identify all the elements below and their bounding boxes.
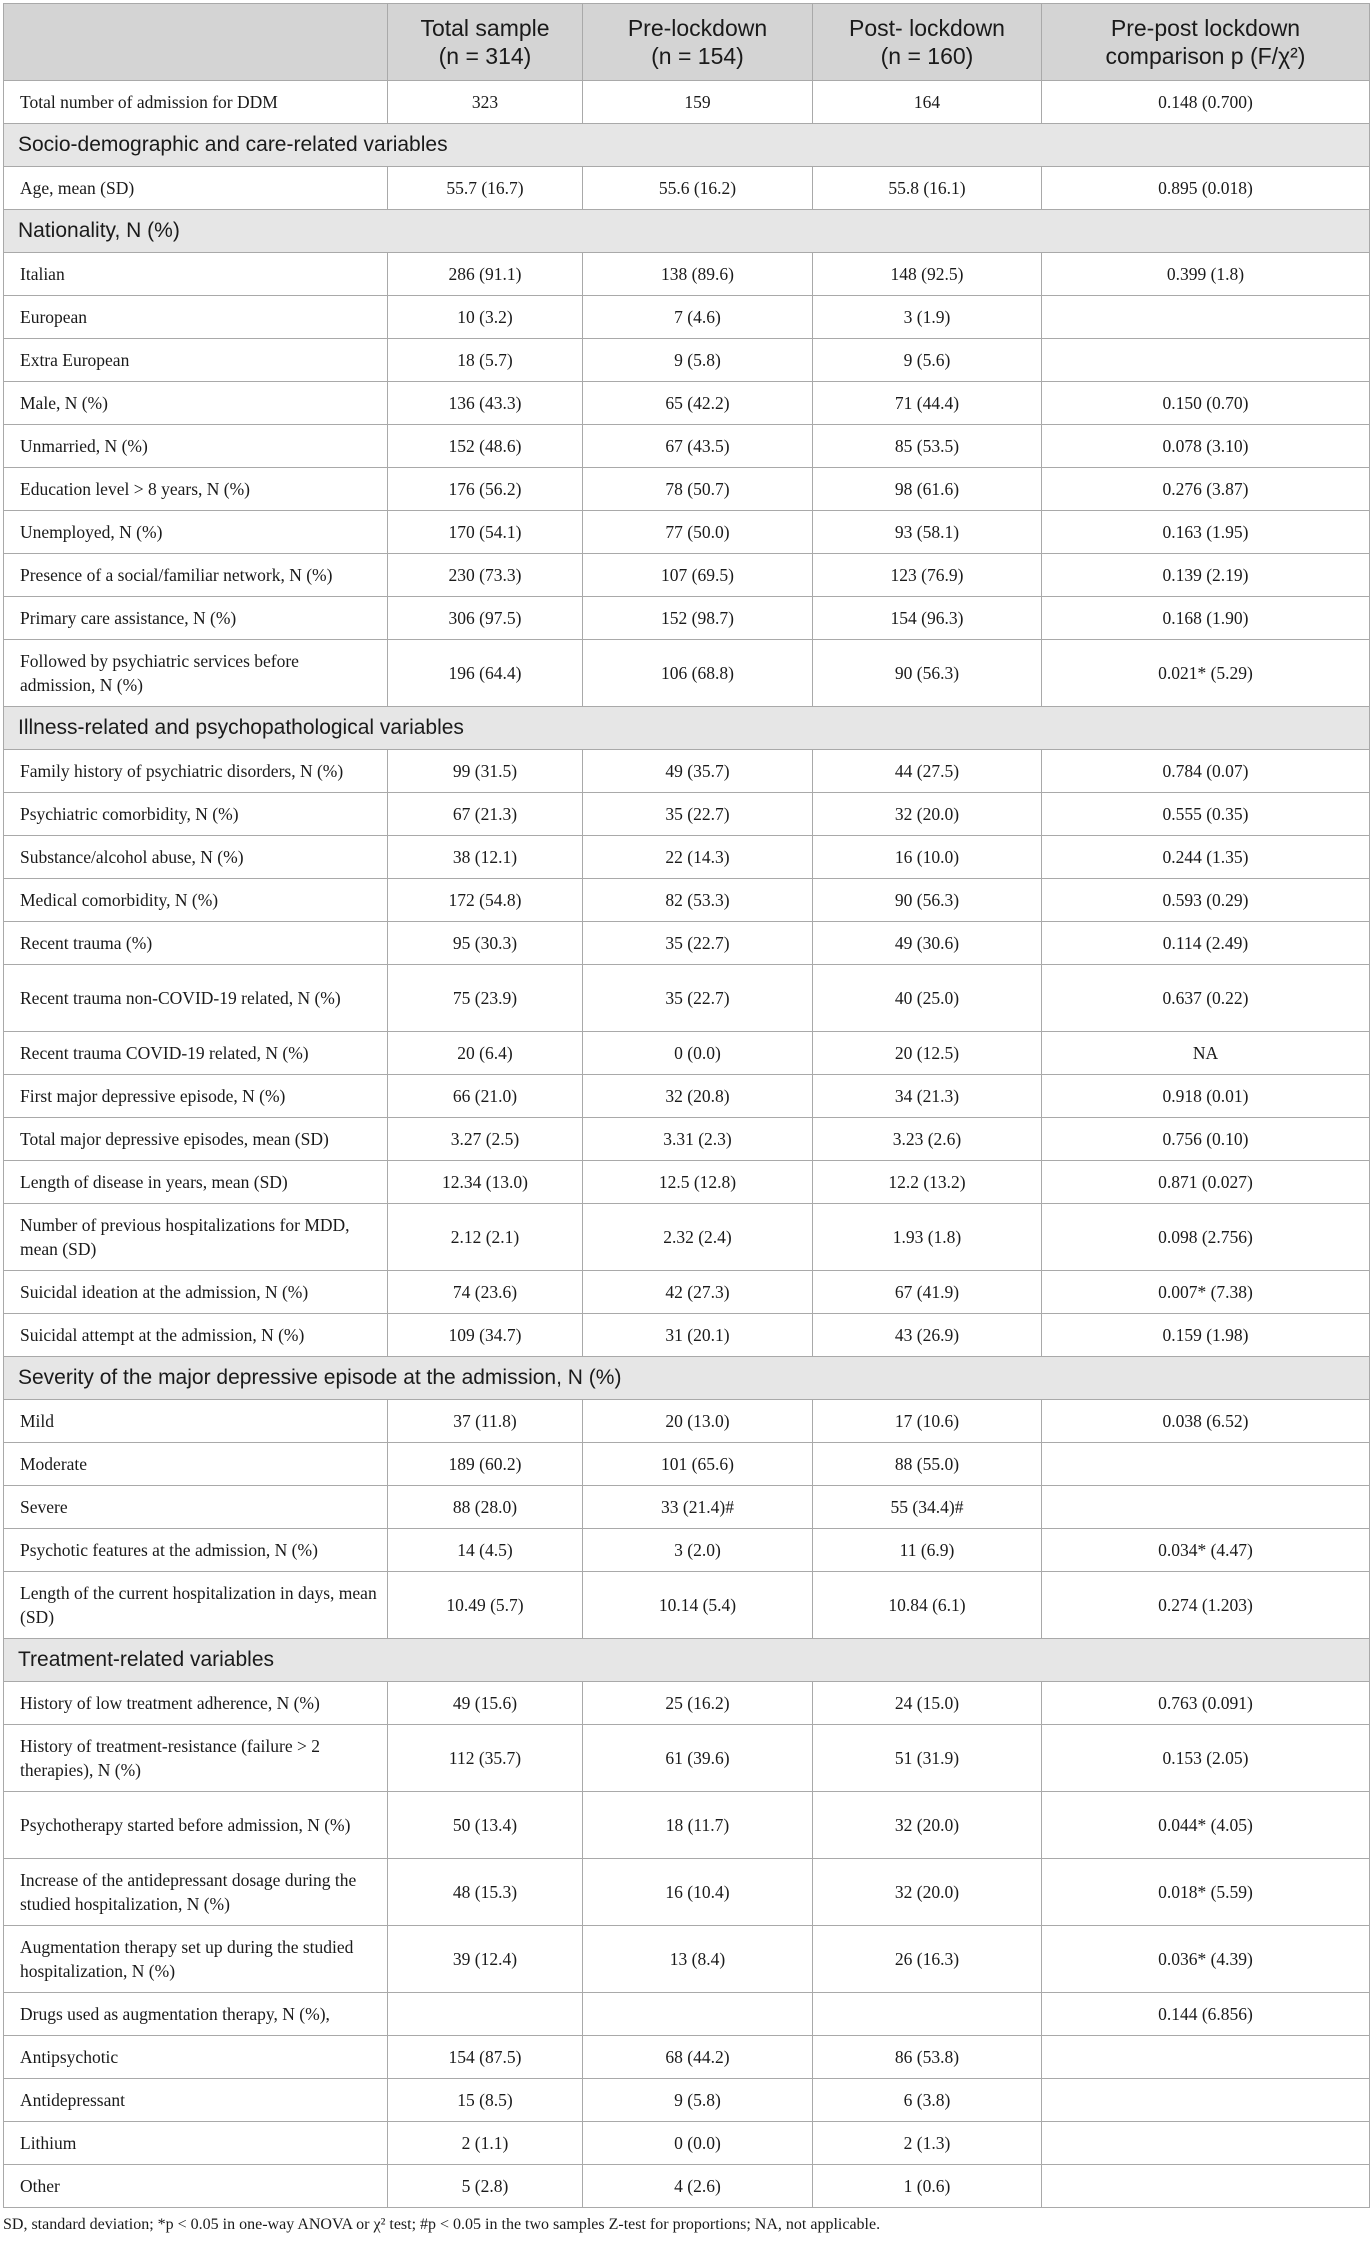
- total-cell: 74 (23.6): [388, 1271, 583, 1314]
- pre-lockdown-cell: 138 (89.6): [583, 253, 813, 296]
- header-comparison: [1042, 4, 1370, 81]
- comparison-cell: [1042, 1486, 1370, 1529]
- pre-lockdown-cell: 78 (50.7): [583, 468, 813, 511]
- header-comparison-title: Pre-post lockdown: [1110, 15, 1301, 41]
- total-cell: 55.7 (16.7): [388, 167, 583, 210]
- pre-lockdown-cell: 2.32 (2.4): [583, 1204, 813, 1271]
- comparison-cell: 0.637 (0.22): [1042, 965, 1370, 1032]
- post-lockdown-cell: 55.8 (16.1): [813, 167, 1042, 210]
- comparison-cell: 0.078 (3.10): [1042, 425, 1370, 468]
- row-label: Psychiatric comorbidity, N (%): [4, 793, 388, 836]
- pre-lockdown-cell: 7 (4.6): [583, 296, 813, 339]
- table-row: [4, 1271, 1370, 1314]
- pre-lockdown-cell: 0 (0.0): [583, 1032, 813, 1075]
- total-cell: 18 (5.7): [388, 339, 583, 382]
- total-cell: 50 (13.4): [388, 1792, 583, 1859]
- comparison-cell: NA: [1042, 1032, 1370, 1075]
- post-lockdown-cell: 85 (53.5): [813, 425, 1042, 468]
- pre-lockdown-cell: 61 (39.6): [583, 1725, 813, 1792]
- total-cell: 136 (43.3): [388, 382, 583, 425]
- table-row: [4, 339, 1370, 382]
- comparison-cell: 0.038 (6.52): [1042, 1400, 1370, 1443]
- comparison-cell: 0.114 (2.49): [1042, 922, 1370, 965]
- row-label: History of treatment-resistance (failure > 2 therapies), N (%): [4, 1725, 388, 1792]
- table-row: [4, 1926, 1370, 1993]
- post-lockdown-cell: 32 (20.0): [813, 1859, 1042, 1926]
- table-row: [4, 468, 1370, 511]
- post-lockdown-cell: 1 (0.6): [813, 2165, 1042, 2208]
- pre-lockdown-cell: 4 (2.6): [583, 2165, 813, 2208]
- comparison-cell: [1042, 2079, 1370, 2122]
- post-lockdown-cell: 98 (61.6): [813, 468, 1042, 511]
- post-lockdown-cell: [813, 1993, 1042, 2036]
- comparison-cell: [1042, 339, 1370, 382]
- comparison-cell: 0.098 (2.756): [1042, 1204, 1370, 1271]
- header-pre: [583, 4, 813, 81]
- post-lockdown-cell: 17 (10.6): [813, 1400, 1042, 1443]
- total-cell: 88 (28.0): [388, 1486, 583, 1529]
- table-row: [4, 922, 1370, 965]
- total-cell: 39 (12.4): [388, 1926, 583, 1993]
- pre-lockdown-cell: 31 (20.1): [583, 1314, 813, 1357]
- table-footnote: SD, standard deviation; *p < 0.05 in one-way ANOVA or χ² test; #p < 0.05 in the two samples Z-test for proportions; NA, not applicable.: [3, 2216, 881, 2233]
- total-cell: 66 (21.0): [388, 1075, 583, 1118]
- table-row: [4, 1161, 1370, 1204]
- results-table: [3, 3, 1370, 2208]
- row-label: Primary care assistance, N (%): [4, 597, 388, 640]
- row-label: First major depressive episode, N (%): [4, 1075, 388, 1118]
- table-row: [4, 1859, 1370, 1926]
- table-row: [4, 382, 1370, 425]
- pre-lockdown-cell: 152 (98.7): [583, 597, 813, 640]
- pre-lockdown-cell: 9 (5.8): [583, 339, 813, 382]
- post-lockdown-cell: 12.2 (13.2): [813, 1161, 1042, 1204]
- pre-lockdown-cell: 67 (43.5): [583, 425, 813, 468]
- post-lockdown-cell: 32 (20.0): [813, 1792, 1042, 1859]
- table-row: [4, 1118, 1370, 1161]
- pre-lockdown-cell: 101 (65.6): [583, 1443, 813, 1486]
- section-row: [4, 124, 1370, 167]
- row-label: Antipsychotic: [4, 2036, 388, 2079]
- pre-lockdown-cell: 35 (22.7): [583, 922, 813, 965]
- total-cell: 15 (8.5): [388, 2079, 583, 2122]
- post-lockdown-cell: 71 (44.4): [813, 382, 1042, 425]
- pre-lockdown-cell: 42 (27.3): [583, 1271, 813, 1314]
- header-post-title: Post- lockdown: [849, 15, 1005, 41]
- header-blank: [4, 4, 388, 81]
- post-lockdown-cell: 10.84 (6.1): [813, 1572, 1042, 1639]
- section-heading: Treatment-related variables: [4, 1639, 1370, 1682]
- row-label: History of low treatment adherence, N (%): [4, 1682, 388, 1725]
- table-row: [4, 1443, 1370, 1486]
- comparison-cell: 0.144 (6.856): [1042, 1993, 1370, 2036]
- comparison-cell: [1042, 296, 1370, 339]
- pre-lockdown-cell: 106 (68.8): [583, 640, 813, 707]
- comparison-cell: 0.148 (0.700): [1042, 81, 1370, 124]
- comparison-cell: [1042, 2122, 1370, 2165]
- row-label: Recent trauma COVID-19 related, N (%): [4, 1032, 388, 1075]
- comparison-cell: 0.593 (0.29): [1042, 879, 1370, 922]
- header-pre-n: (n = 154): [651, 43, 744, 69]
- table-row: [4, 1204, 1370, 1271]
- row-label: Family history of psychiatric disorders, N (%): [4, 750, 388, 793]
- total-cell: 189 (60.2): [388, 1443, 583, 1486]
- table-row: [4, 2165, 1370, 2208]
- total-cell: 14 (4.5): [388, 1529, 583, 1572]
- header-total-title: Total sample: [420, 15, 550, 41]
- row-label: Moderate: [4, 1443, 388, 1486]
- row-label: Recent trauma (%): [4, 922, 388, 965]
- table-row: [4, 965, 1370, 1032]
- post-lockdown-cell: 6 (3.8): [813, 2079, 1042, 2122]
- row-label: Age, mean (SD): [4, 167, 388, 210]
- section-heading: Severity of the major depressive episode at the admission, N (%): [4, 1357, 1370, 1400]
- pre-lockdown-cell: 77 (50.0): [583, 511, 813, 554]
- comparison-cell: 0.276 (3.87): [1042, 468, 1370, 511]
- comparison-cell: 0.895 (0.018): [1042, 167, 1370, 210]
- header-pre-title: Pre-lockdown: [627, 15, 768, 41]
- post-lockdown-cell: 40 (25.0): [813, 965, 1042, 1032]
- post-lockdown-cell: 26 (16.3): [813, 1926, 1042, 1993]
- header-total: [388, 4, 583, 81]
- total-cell: 37 (11.8): [388, 1400, 583, 1443]
- table-row: [4, 750, 1370, 793]
- comparison-cell: [1042, 1443, 1370, 1486]
- pre-lockdown-cell: 49 (35.7): [583, 750, 813, 793]
- post-lockdown-cell: 34 (21.3): [813, 1075, 1042, 1118]
- comparison-cell: 0.021* (5.29): [1042, 640, 1370, 707]
- header-post: [813, 4, 1042, 81]
- post-lockdown-cell: 88 (55.0): [813, 1443, 1042, 1486]
- pre-lockdown-cell: 0 (0.0): [583, 2122, 813, 2165]
- table-row: [4, 2079, 1370, 2122]
- comparison-cell: 0.159 (1.98): [1042, 1314, 1370, 1357]
- row-label: Psychotherapy started before admission, N (%): [4, 1792, 388, 1859]
- pre-lockdown-cell: 9 (5.8): [583, 2079, 813, 2122]
- row-label: Antidepressant: [4, 2079, 388, 2122]
- table-row: [4, 1572, 1370, 1639]
- post-lockdown-cell: 24 (15.0): [813, 1682, 1042, 1725]
- row-label: Extra European: [4, 339, 388, 382]
- section-row: [4, 1357, 1370, 1400]
- pre-lockdown-cell: 22 (14.3): [583, 836, 813, 879]
- table-row: [4, 425, 1370, 468]
- table-row: [4, 511, 1370, 554]
- table-row: [4, 81, 1370, 124]
- row-label: Other: [4, 2165, 388, 2208]
- post-lockdown-cell: 20 (12.5): [813, 1032, 1042, 1075]
- pre-lockdown-cell: 107 (69.5): [583, 554, 813, 597]
- table-row: [4, 296, 1370, 339]
- total-cell: 306 (97.5): [388, 597, 583, 640]
- post-lockdown-cell: 51 (31.9): [813, 1725, 1042, 1792]
- total-cell: [388, 1993, 583, 2036]
- table-row: [4, 1725, 1370, 1792]
- post-lockdown-cell: 154 (96.3): [813, 597, 1042, 640]
- total-cell: 2.12 (2.1): [388, 1204, 583, 1271]
- section-row: [4, 210, 1370, 253]
- comparison-cell: 0.163 (1.95): [1042, 511, 1370, 554]
- comparison-cell: 0.756 (0.10): [1042, 1118, 1370, 1161]
- comparison-cell: 0.018* (5.59): [1042, 1859, 1370, 1926]
- row-label: Total number of admission for DDM: [4, 81, 388, 124]
- table-row: [4, 253, 1370, 296]
- table-row: [4, 1486, 1370, 1529]
- comparison-cell: 0.007* (7.38): [1042, 1271, 1370, 1314]
- comparison-cell: 0.139 (2.19): [1042, 554, 1370, 597]
- comparison-cell: 0.150 (0.70): [1042, 382, 1370, 425]
- comparison-cell: 0.399 (1.8): [1042, 253, 1370, 296]
- row-label: Unemployed, N (%): [4, 511, 388, 554]
- pre-lockdown-cell: 13 (8.4): [583, 1926, 813, 1993]
- pre-lockdown-cell: 10.14 (5.4): [583, 1572, 813, 1639]
- pre-lockdown-cell: 35 (22.7): [583, 965, 813, 1032]
- total-cell: 12.34 (13.0): [388, 1161, 583, 1204]
- total-cell: 176 (56.2): [388, 468, 583, 511]
- row-label: Psychotic features at the admission, N (%): [4, 1529, 388, 1572]
- total-cell: 10 (3.2): [388, 296, 583, 339]
- row-label: Lithium: [4, 2122, 388, 2165]
- total-cell: 112 (35.7): [388, 1725, 583, 1792]
- total-cell: 109 (34.7): [388, 1314, 583, 1357]
- row-label: Unmarried, N (%): [4, 425, 388, 468]
- row-label: Recent trauma non-COVID-19 related, N (%): [4, 965, 388, 1032]
- table-row: [4, 640, 1370, 707]
- pre-lockdown-cell: 20 (13.0): [583, 1400, 813, 1443]
- table-row: [4, 1032, 1370, 1075]
- total-cell: 196 (64.4): [388, 640, 583, 707]
- header-row: [4, 4, 1370, 81]
- total-cell: 38 (12.1): [388, 836, 583, 879]
- section-row: [4, 707, 1370, 750]
- post-lockdown-cell: 86 (53.8): [813, 2036, 1042, 2079]
- row-label: Severe: [4, 1486, 388, 1529]
- total-cell: 286 (91.1): [388, 253, 583, 296]
- row-label: European: [4, 296, 388, 339]
- total-cell: 152 (48.6): [388, 425, 583, 468]
- header-post-n: (n = 160): [880, 43, 974, 69]
- total-cell: 20 (6.4): [388, 1032, 583, 1075]
- post-lockdown-cell: 3.23 (2.6): [813, 1118, 1042, 1161]
- header-comparison-stat: comparison p (F/χ²): [1105, 43, 1306, 69]
- pre-lockdown-cell: 18 (11.7): [583, 1792, 813, 1859]
- table-row: [4, 1314, 1370, 1357]
- pre-lockdown-cell: 25 (16.2): [583, 1682, 813, 1725]
- total-cell: 99 (31.5): [388, 750, 583, 793]
- pre-lockdown-cell: 16 (10.4): [583, 1859, 813, 1926]
- comparison-cell: 0.871 (0.027): [1042, 1161, 1370, 1204]
- post-lockdown-cell: 67 (41.9): [813, 1271, 1042, 1314]
- post-lockdown-cell: 90 (56.3): [813, 879, 1042, 922]
- comparison-cell: 0.044* (4.05): [1042, 1792, 1370, 1859]
- row-label: Suicidal ideation at the admission, N (%): [4, 1271, 388, 1314]
- row-label: Italian: [4, 253, 388, 296]
- post-lockdown-cell: 44 (27.5): [813, 750, 1042, 793]
- row-label: Substance/alcohol abuse, N (%): [4, 836, 388, 879]
- table-row: [4, 1400, 1370, 1443]
- table-row: [4, 879, 1370, 922]
- section-row: [4, 1639, 1370, 1682]
- comparison-cell: 0.918 (0.01): [1042, 1075, 1370, 1118]
- table-body: [4, 81, 1370, 2208]
- comparison-cell: 0.555 (0.35): [1042, 793, 1370, 836]
- pre-lockdown-cell: [583, 1993, 813, 2036]
- table-row: [4, 1993, 1370, 2036]
- post-lockdown-cell: 123 (76.9): [813, 554, 1042, 597]
- comparison-cell: 0.244 (1.35): [1042, 836, 1370, 879]
- post-lockdown-cell: 16 (10.0): [813, 836, 1042, 879]
- total-cell: 75 (23.9): [388, 965, 583, 1032]
- comparison-cell: [1042, 2165, 1370, 2208]
- pre-lockdown-cell: 33 (21.4)#: [583, 1486, 813, 1529]
- post-lockdown-cell: 148 (92.5): [813, 253, 1042, 296]
- table-row: [4, 554, 1370, 597]
- post-lockdown-cell: 43 (26.9): [813, 1314, 1042, 1357]
- total-cell: 170 (54.1): [388, 511, 583, 554]
- post-lockdown-cell: 11 (6.9): [813, 1529, 1042, 1572]
- comparison-cell: 0.168 (1.90): [1042, 597, 1370, 640]
- pre-lockdown-cell: 159: [583, 81, 813, 124]
- comparison-cell: 0.153 (2.05): [1042, 1725, 1370, 1792]
- row-label: Number of previous hospitalizations for MDD, mean (SD): [4, 1204, 388, 1271]
- post-lockdown-cell: 2 (1.3): [813, 2122, 1042, 2165]
- post-lockdown-cell: 9 (5.6): [813, 339, 1042, 382]
- comparison-cell: 0.034* (4.47): [1042, 1529, 1370, 1572]
- post-lockdown-cell: 164: [813, 81, 1042, 124]
- section-heading: Illness-related and psychopathological variables: [4, 707, 1370, 750]
- comparison-cell: 0.036* (4.39): [1042, 1926, 1370, 1993]
- post-lockdown-cell: 3 (1.9): [813, 296, 1042, 339]
- row-label: Followed by psychiatric services before admission, N (%): [4, 640, 388, 707]
- total-cell: 10.49 (5.7): [388, 1572, 583, 1639]
- table-row: [4, 793, 1370, 836]
- table-row: [4, 836, 1370, 879]
- comparison-cell: 0.784 (0.07): [1042, 750, 1370, 793]
- total-cell: 2 (1.1): [388, 2122, 583, 2165]
- comparison-cell: 0.274 (1.203): [1042, 1572, 1370, 1639]
- row-label: Education level > 8 years, N (%): [4, 468, 388, 511]
- post-lockdown-cell: 1.93 (1.8): [813, 1204, 1042, 1271]
- total-cell: 230 (73.3): [388, 554, 583, 597]
- total-cell: 3.27 (2.5): [388, 1118, 583, 1161]
- pre-lockdown-cell: 68 (44.2): [583, 2036, 813, 2079]
- pre-lockdown-cell: 3 (2.0): [583, 1529, 813, 1572]
- total-cell: 67 (21.3): [388, 793, 583, 836]
- total-cell: 172 (54.8): [388, 879, 583, 922]
- total-cell: 5 (2.8): [388, 2165, 583, 2208]
- table-row: [4, 1792, 1370, 1859]
- pre-lockdown-cell: 82 (53.3): [583, 879, 813, 922]
- row-label: Mild: [4, 1400, 388, 1443]
- pre-lockdown-cell: 12.5 (12.8): [583, 1161, 813, 1204]
- row-label: Male, N (%): [4, 382, 388, 425]
- total-cell: 49 (15.6): [388, 1682, 583, 1725]
- post-lockdown-cell: 90 (56.3): [813, 640, 1042, 707]
- pre-lockdown-cell: 35 (22.7): [583, 793, 813, 836]
- row-label: Medical comorbidity, N (%): [4, 879, 388, 922]
- post-lockdown-cell: 32 (20.0): [813, 793, 1042, 836]
- table-row: [4, 1529, 1370, 1572]
- row-label: Length of the current hospitalization in days, mean (SD): [4, 1572, 388, 1639]
- pre-lockdown-cell: 55.6 (16.2): [583, 167, 813, 210]
- total-cell: 323: [388, 81, 583, 124]
- pre-lockdown-cell: 65 (42.2): [583, 382, 813, 425]
- post-lockdown-cell: 49 (30.6): [813, 922, 1042, 965]
- row-label: Increase of the antidepressant dosage during the studied hospitalization, N (%): [4, 1859, 388, 1926]
- row-label: Presence of a social/familiar network, N (%): [4, 554, 388, 597]
- header-total-n: (n = 314): [438, 43, 532, 69]
- pre-lockdown-cell: 3.31 (2.3): [583, 1118, 813, 1161]
- row-label: Length of disease in years, mean (SD): [4, 1161, 388, 1204]
- comparison-cell: [1042, 2036, 1370, 2079]
- row-label: Augmentation therapy set up during the studied hospitalization, N (%): [4, 1926, 388, 1993]
- table-row: [4, 2122, 1370, 2165]
- post-lockdown-cell: 93 (58.1): [813, 511, 1042, 554]
- row-label: Total major depressive episodes, mean (SD): [4, 1118, 388, 1161]
- table-row: [4, 1075, 1370, 1118]
- section-heading: Nationality, N (%): [4, 210, 1370, 253]
- table-row: [4, 597, 1370, 640]
- pre-lockdown-cell: 32 (20.8): [583, 1075, 813, 1118]
- section-heading: Socio-demographic and care-related variables: [4, 124, 1370, 167]
- comparison-cell: 0.763 (0.091): [1042, 1682, 1370, 1725]
- table-row: [4, 167, 1370, 210]
- row-label: Suicidal attempt at the admission, N (%): [4, 1314, 388, 1357]
- total-cell: 48 (15.3): [388, 1859, 583, 1926]
- post-lockdown-cell: 55 (34.4)#: [813, 1486, 1042, 1529]
- total-cell: 95 (30.3): [388, 922, 583, 965]
- table-row: [4, 2036, 1370, 2079]
- total-cell: 154 (87.5): [388, 2036, 583, 2079]
- table-row: [4, 1682, 1370, 1725]
- table-container: [3, 3, 1369, 2208]
- row-label: Drugs used as augmentation therapy, N (%),: [4, 1993, 388, 2036]
